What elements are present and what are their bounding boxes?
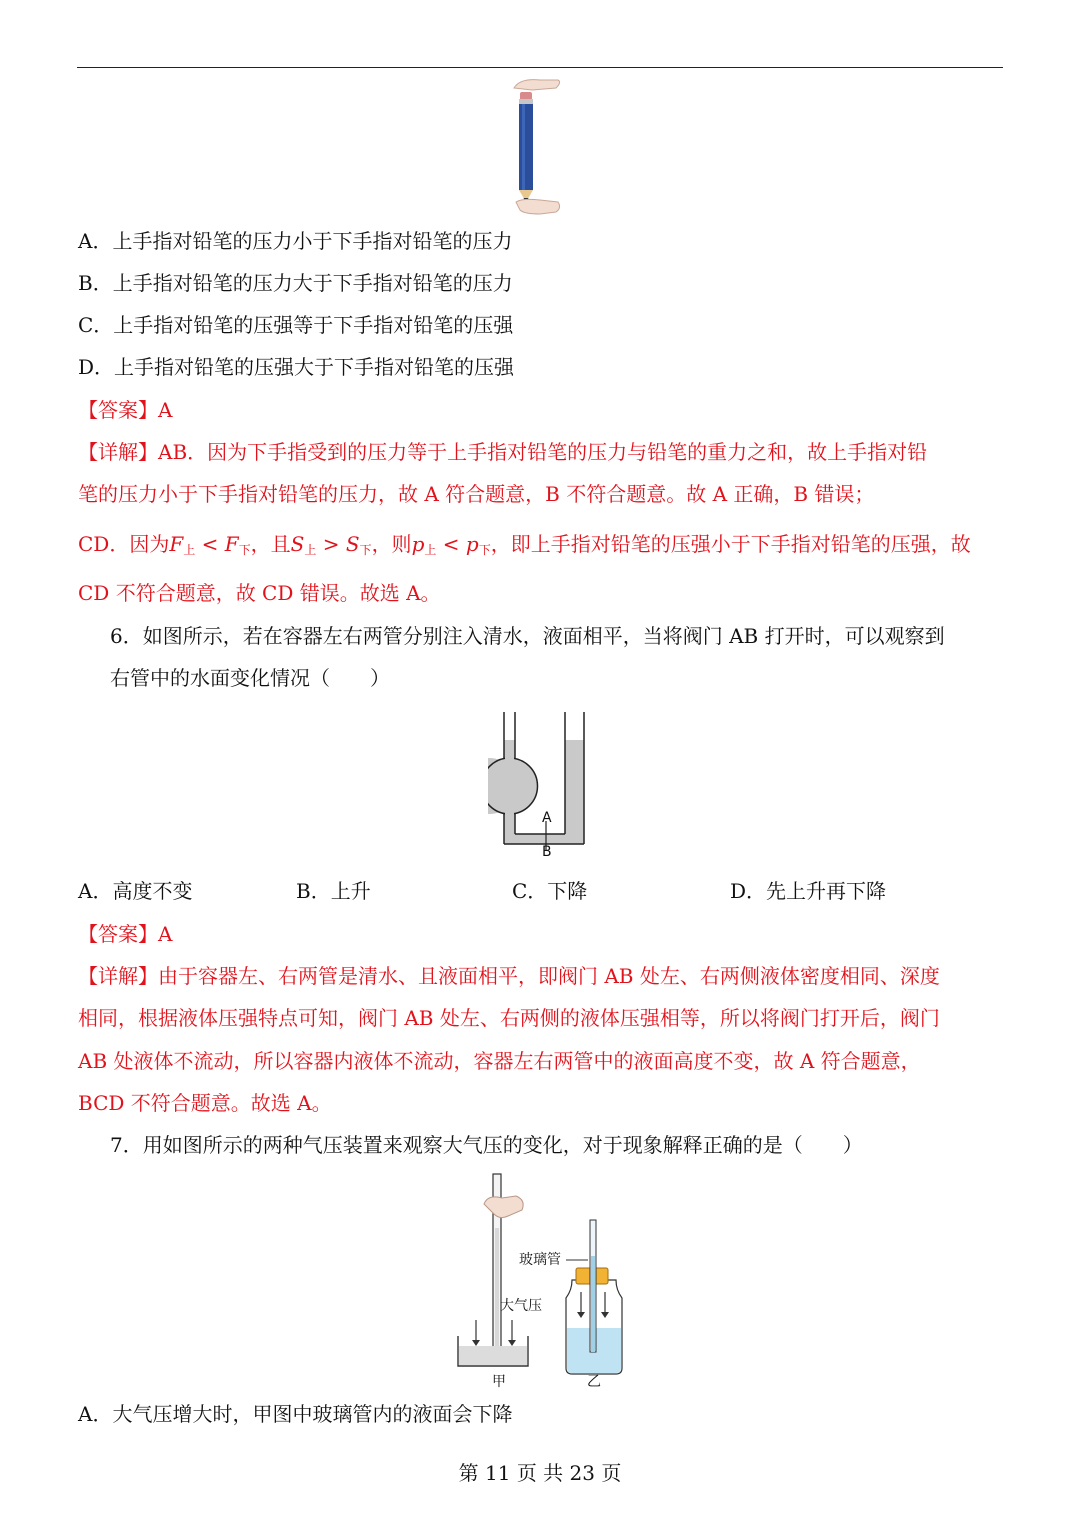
q5-detail-line3: CD．因为$F_上 < F_下$，且$S_上 > S_下$，则$p_上 < p_下$，即上手指对铅笔的压强小于下手指对铅笔的压强，故	[78, 532, 971, 557]
q6-option-c: C．下降	[512, 879, 588, 903]
q6-option-b: B．上升	[296, 879, 371, 903]
q6-option-a: A．高度不变	[78, 879, 193, 903]
q5-detail-line4: CD 不符合题意，故 CD 错误。故选 A。	[78, 581, 441, 605]
q6-detail-line4: BCD 不符合题意。故选 A。	[78, 1091, 332, 1115]
yi-label: 乙	[587, 1374, 601, 1390]
q6-detail-line3: AB 处液体不流动，所以容器内液体不流动，容器左右两管中的液面高度不变，故 A 符合题意，	[78, 1049, 921, 1073]
barometer-figure	[450, 1168, 630, 1396]
tube-label: 玻璃管	[519, 1252, 561, 1268]
q5-option-b: B．上手指对铅笔的压力大于下手指对铅笔的压力	[78, 271, 513, 295]
u-tube-figure	[488, 710, 592, 862]
q5-option-a: A．上手指对铅笔的压力小于下手指对铅笔的压力	[78, 229, 513, 253]
jia-label: 甲	[492, 1374, 506, 1390]
q5-detail-line1: 【详解】AB．因为下手指受到的压力等于上手指对铅笔的压力与铅笔的重力之和，故上手指对铅	[78, 440, 928, 464]
q6-answer: 【答案】A	[78, 922, 173, 946]
header-rule	[77, 67, 1003, 68]
q6-detail-line2: 相同，根据液体压强特点可知，阀门 AB 处左、右两侧的液体压强相等，所以将阀门打开后，阀门	[78, 1006, 940, 1030]
q5-answer: 【答案】A	[78, 398, 173, 422]
q6-detail-line1: 【详解】由于容器左、右两管是清水、且液面相平，即阀门 AB 处左、右两侧液体密度相同、深度	[78, 964, 940, 988]
q6-option-d: D．先上升再下降	[730, 879, 887, 903]
page-footer: 第 11 页 共 23 页	[458, 1461, 622, 1485]
q7-option-a: A．大气压增大时，甲图中玻璃管内的液面会下降	[78, 1402, 513, 1426]
pencil-figure	[500, 74, 570, 220]
valve-label-a: A	[542, 810, 552, 826]
q5-option-c: C．上手指对铅笔的压强等于下手指对铅笔的压强	[78, 313, 514, 337]
q7-stem: 7．用如图所示的两种气压装置来观察大气压的变化，对于现象解释正确的是（ ）	[110, 1133, 863, 1157]
valve-label-b: B	[542, 844, 552, 860]
pressure-label: 大气压	[500, 1298, 542, 1314]
q6-stem-line2: 右管中的水面变化情况（ ）	[110, 666, 390, 690]
q6-stem-line1: 6．如图所示，若在容器左右两管分别注入清水，液面相平，当将阀门 AB 打开时，可以观察到	[110, 624, 945, 648]
q5-option-d: D．上手指对铅笔的压强大于下手指对铅笔的压强	[78, 355, 515, 379]
q5-detail-line2: 笔的压力小于下手指对铅笔的压力，故 A 符合题意，B 不符合题意。故 A 正确，B 错误；	[78, 482, 875, 506]
